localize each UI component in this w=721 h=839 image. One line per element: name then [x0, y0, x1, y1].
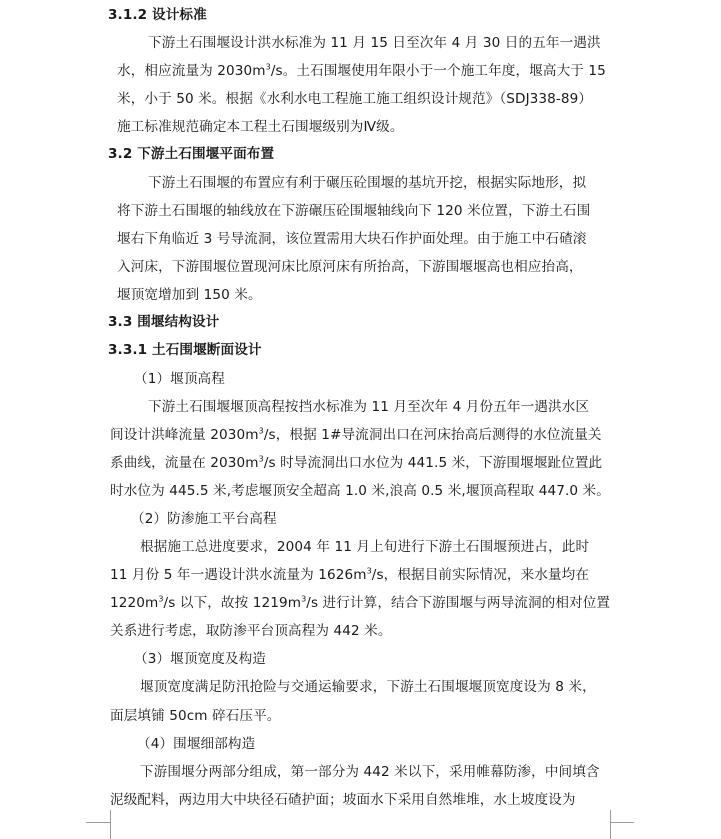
section-heading-3-3-1: 3.3.1 土石围堰断面设计	[108, 342, 262, 358]
paragraph-line: 将下游土石围堰的轴线放在下游碾压砼围堰轴线向下 120 米位置，下游土石围	[117, 203, 591, 219]
crop-mark-right-vertical	[610, 810, 611, 839]
paragraph-line: 下游土石围堰堰顶高程按挡水标准为 11 月至次年 4 月份五年一遇洪水区	[148, 399, 590, 415]
subsection-title: （3）堰顶宽度及构造	[134, 651, 266, 667]
paragraph-line: 根据施工总进度要求，2004 年 11 月上旬进行下游土石围堰预进占，此时	[140, 539, 590, 555]
paragraph-line: 堰顶宽增加到 150 米。	[117, 287, 262, 303]
crop-mark-left-horizontal	[86, 822, 110, 823]
paragraph-line: 间设计洪峰流量 $2030m^3/s$，根据 1#导流洞出口在河床抬高后测得的水位流量关	[110, 426, 602, 443]
paragraph-line: 下游土石围堰设计洪水标准为 11 月 15 日至次年 4 月 30 日的五年一遇洪	[148, 35, 601, 51]
subsection-title: （1）堰顶高程	[134, 371, 225, 387]
paragraph-line: 下游土石围堰的布置应有利于碾压砼围堰的基坑开挖，根据实际地形，拟	[148, 175, 587, 191]
section-heading-3-3: 3.3 围堰结构设计	[108, 314, 220, 330]
section-heading-3-1-2: 3.1.2 设计标准	[108, 7, 207, 23]
paragraph-line: 关系进行考虑，取防渗平台顶高程为 442 米。	[110, 623, 392, 639]
section-heading-3-2: 3.2 下游土石围堰平面布置	[108, 146, 275, 162]
paragraph-line: 泥级配料，两边用大中块径石碴护面；坡面水下采用自然堆堆，水上坡度设为	[110, 792, 576, 808]
subsection-title: （2）防渗施工平台高程	[131, 511, 277, 527]
crop-mark-right-horizontal	[610, 822, 634, 823]
crop-mark-left-vertical	[110, 810, 111, 839]
paragraph-line: 水，相应流量为 $2030m^3/s$。土石围堰使用年限小于一个施工年度，堰高大于 15	[117, 62, 606, 79]
paragraph-line: 系曲线，流量在 $2030m^3/s$ 时导流洞出口水位为 441.5 米，下游围堰堰趾位置此	[110, 454, 603, 471]
paragraph-line: $1220m^3/s$ 以下，故按 $1219m^3/s$ 进行计算，结合下游围堰与两导流洞的相对位置	[110, 594, 611, 611]
paragraph-line: 堰右下角临近 3 号导流洞，该位置需用大块石作护面处理。由于施工中石碴滚	[117, 231, 587, 247]
subsection-title: （4）围堰细部构造	[137, 736, 256, 752]
paragraph-line: 下游围堰分两部分组成，第一部分为 442 米以下，采用帷幕防渗，中间填含	[140, 764, 600, 780]
paragraph-line: 时水位为 445.5 米,考虑堰顶安全超高 1.0 米,浪高 0.5 米,堰顶高程取 447.0 米。	[110, 483, 610, 499]
paragraph-line: 11 月份 5 年一遇设计洪水流量为 $1626m^3/s$，根据目前实际情况，来水量均在	[110, 566, 590, 583]
paragraph-line: 面层填铺 50cm 碎石压平。	[110, 708, 281, 724]
paragraph-line: 入河床，下游围堰位置现河床比原河床有所抬高，下游围堰堰高也相应抬高，	[117, 259, 583, 275]
paragraph-line: 米，小于 50 米。根据《水利水电工程施工施工组织设计规范》（SDJ338-89）	[117, 91, 593, 107]
paragraph-line: 施工标准规范确定本工程土石围堰级别为Ⅳ级。	[117, 119, 404, 135]
paragraph-line: 堰顶宽度满足防汛抢险与交通运输要求，下游土石围堰堰顶宽度设为 8 米，	[140, 679, 596, 695]
